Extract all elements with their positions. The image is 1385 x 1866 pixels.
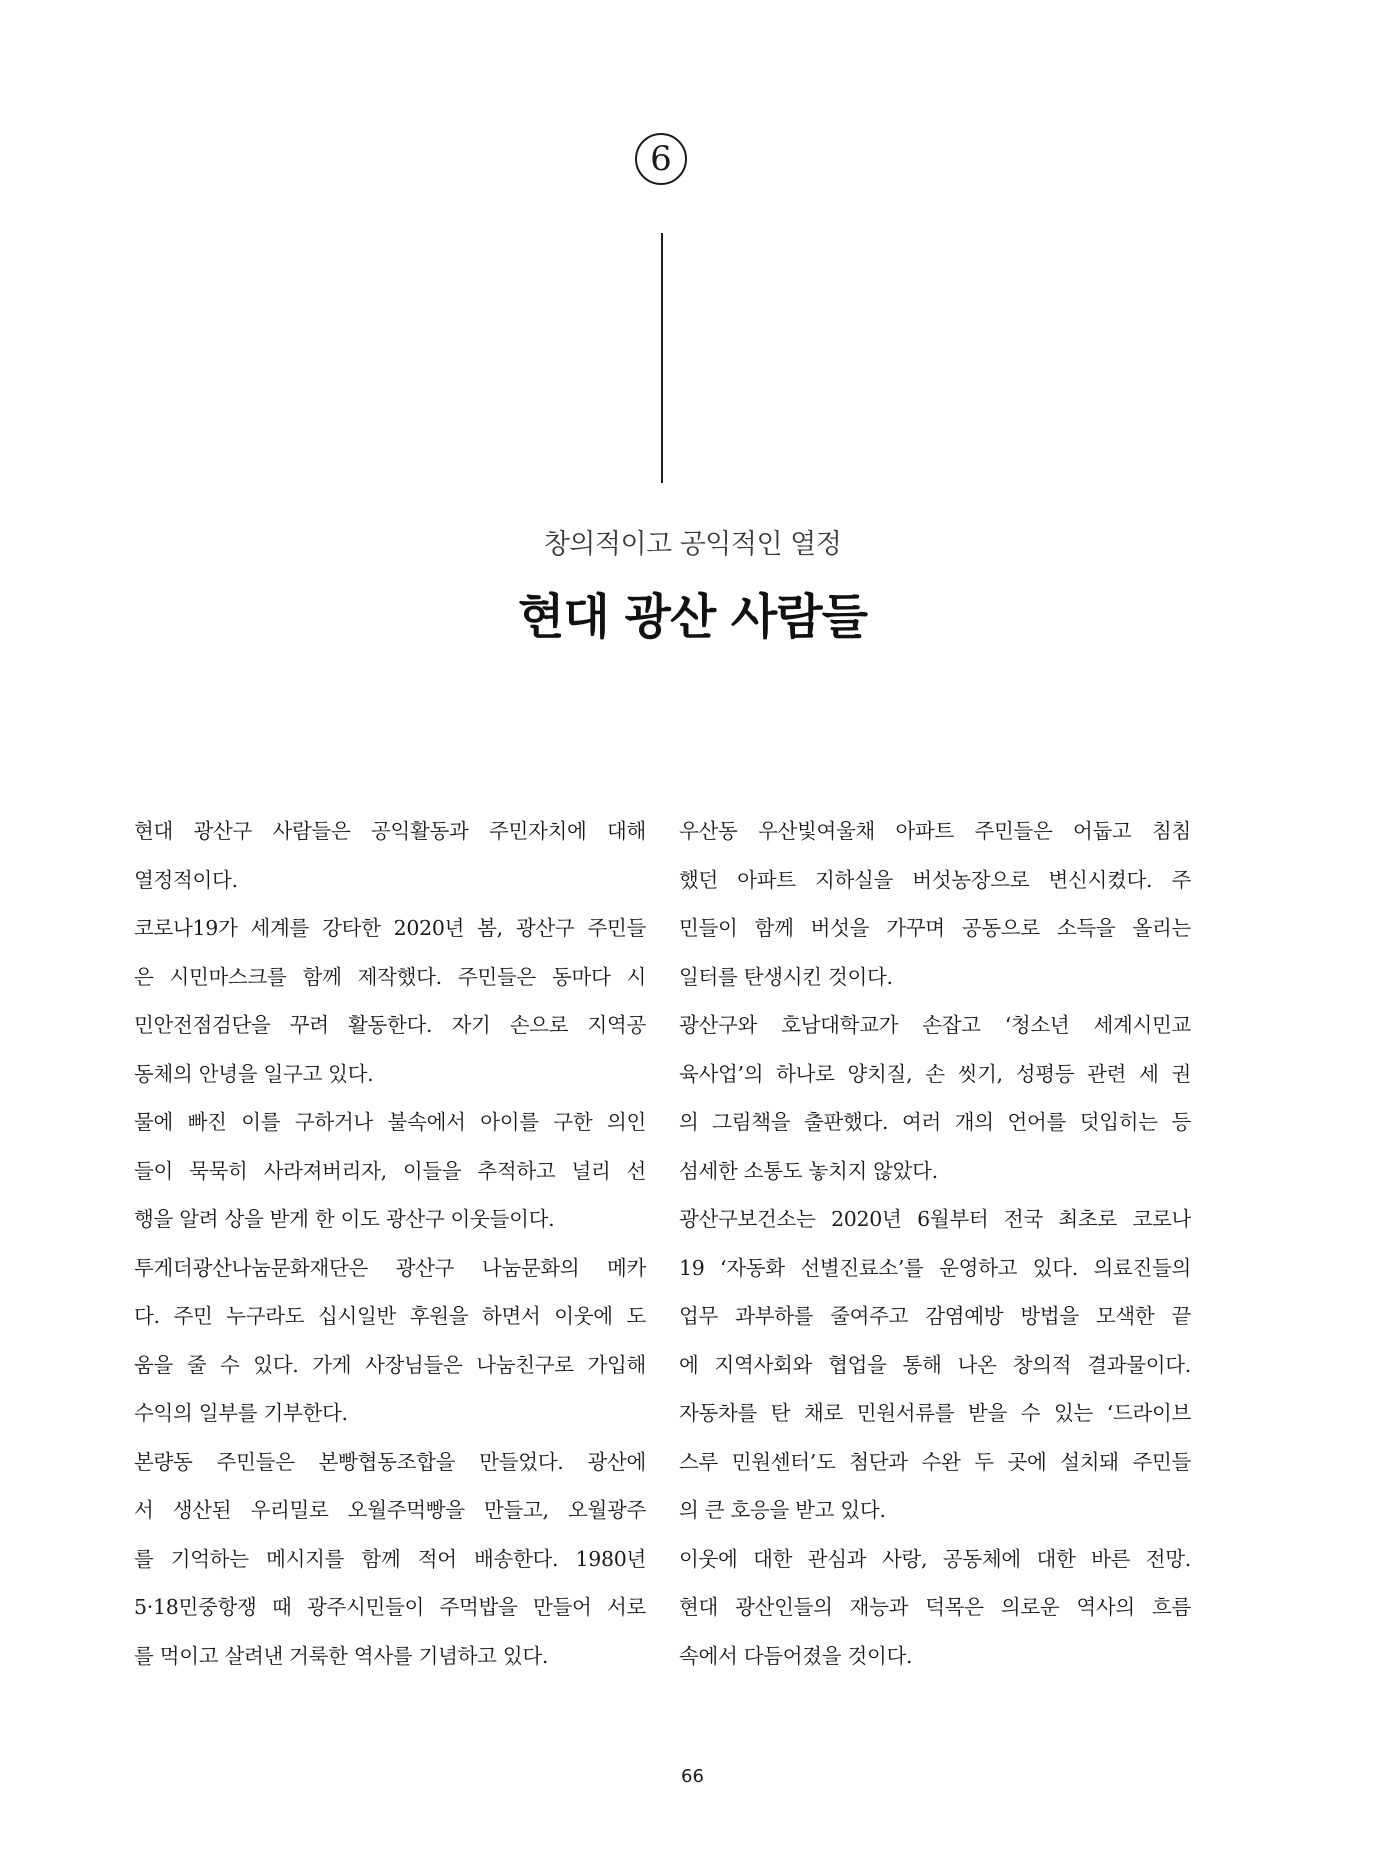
- text-line: 은 시민마스크를 함께 제작했다. 주민들은 동마다 시: [134, 964, 646, 989]
- text-line: 수익의 일부를 기부한다.: [134, 1401, 348, 1425]
- text-line: 의 큰 호응을 받고 있다.: [679, 1498, 886, 1522]
- text-line: 행을 알려 상을 받게 한 이도 광산구 이웃들이다.: [134, 1207, 555, 1231]
- text-line: 동체의 안녕을 일구고 있다.: [134, 1061, 374, 1086]
- text-line: 했던 아파트 지하실을 버섯농장으로 변신시켰다. 주: [679, 867, 1191, 892]
- text-line: 업무 과부하를 줄여주고 감염예방 방법을 모색한 끝: [679, 1304, 1191, 1328]
- text-line: 육사업’의 하나로 양치질, 손 씻기, 성평등 관련 세 권: [679, 1061, 1191, 1086]
- text-line: 우산동 우산빛여울채 아파트 주민들은 어둡고 침침: [679, 819, 1191, 843]
- vertical-divider-line: [661, 233, 663, 483]
- text-line: 투게더광산나눔문화재단은 광산구 나눔문화의 메카: [134, 1255, 646, 1280]
- text-line: 다. 주민 누구라도 십시일반 후원을 하면서 이웃에 도: [134, 1304, 646, 1328]
- text-line: 를 먹이고 살려낸 거룩한 역사를 기념하고 있다.: [134, 1643, 549, 1668]
- text-line: 민안전점검단을 꾸려 활동한다. 자기 손으로 지역공: [134, 1013, 646, 1037]
- text-line: 일터를 탄생시킨 것이다.: [679, 964, 893, 989]
- text-line: 19 ‘자동화 선별진료소’를 운영하고 있다. 의료진들의: [679, 1255, 1191, 1280]
- text-line: 에 지역사회와 협업을 통해 나온 창의적 결과물이다.: [679, 1352, 1191, 1377]
- text-line: 코로나19가 세계를 강타한 2020년 봄, 광산구 주민들: [134, 916, 646, 940]
- text-line: 열정적이다.: [134, 867, 238, 892]
- text-line: 본량동 주민들은 본빵협동조합을 만들었다. 광산에: [134, 1449, 646, 1474]
- text-line: 서 생산된 우리밀로 오월주먹빵을 만들고, 오월광주: [134, 1498, 646, 1522]
- text-line: 민들이 함께 버섯을 가꾸며 공동으로 소득을 올리는: [679, 916, 1191, 940]
- chapter-number-badge: [635, 133, 687, 185]
- text-line: 의 그림책을 출판했다. 여러 개의 언어를 덧입히는 등: [679, 1110, 1191, 1134]
- text-column-right: [679, 807, 1191, 1680]
- text-line: 를 기억하는 메시지를 함께 적어 배송한다. 1980년: [134, 1546, 646, 1571]
- text-line: 들이 묵묵히 사라져버리자, 이들을 추적하고 널리 선: [134, 1158, 646, 1183]
- chapter-number: 6: [650, 139, 672, 179]
- text-line: 광산구와 호남대학교가 손잡고 ‘청소년 세계시민교: [679, 1013, 1191, 1037]
- text-line: 이웃에 대한 관심과 사랑, 공동체에 대한 바른 전망.: [679, 1546, 1191, 1571]
- chapter-subtitle: 창의적이고 공익적인 열정: [543, 529, 842, 560]
- text-line: 움을 줄 수 있다. 가게 사장님들은 나눔친구로 가입해: [134, 1352, 646, 1377]
- page-number: 66: [681, 1766, 704, 1787]
- text-line: 속에서 다듬어졌을 것이다.: [679, 1643, 913, 1668]
- text-line: 현대 광산구 사람들은 공익활동과 주민자치에 대해: [134, 819, 646, 843]
- text-column-left: [134, 807, 646, 1680]
- text-line: 물에 빠진 이를 구하거나 불속에서 아이를 구한 의인: [134, 1110, 646, 1134]
- chapter-title: 현대 광산 사람들: [518, 589, 867, 645]
- text-line: 현대 광산인들의 재능과 덕목은 의로운 역사의 흐름: [679, 1595, 1191, 1619]
- text-line: 섬세한 소통도 놓치지 않았다.: [679, 1158, 938, 1183]
- text-line: 광산구보건소는 2020년 6월부터 전국 최초로 코로나: [679, 1207, 1191, 1231]
- text-line: 5·18민중항쟁 때 광주시민들이 주먹밥을 만들어 서로: [134, 1595, 646, 1619]
- text-line: 스루 민원센터’도 첨단과 수완 두 곳에 설치돼 주민들: [679, 1449, 1191, 1474]
- text-line: 자동차를 탄 채로 민원서류를 받을 수 있는 ‘드라이브: [679, 1401, 1191, 1425]
